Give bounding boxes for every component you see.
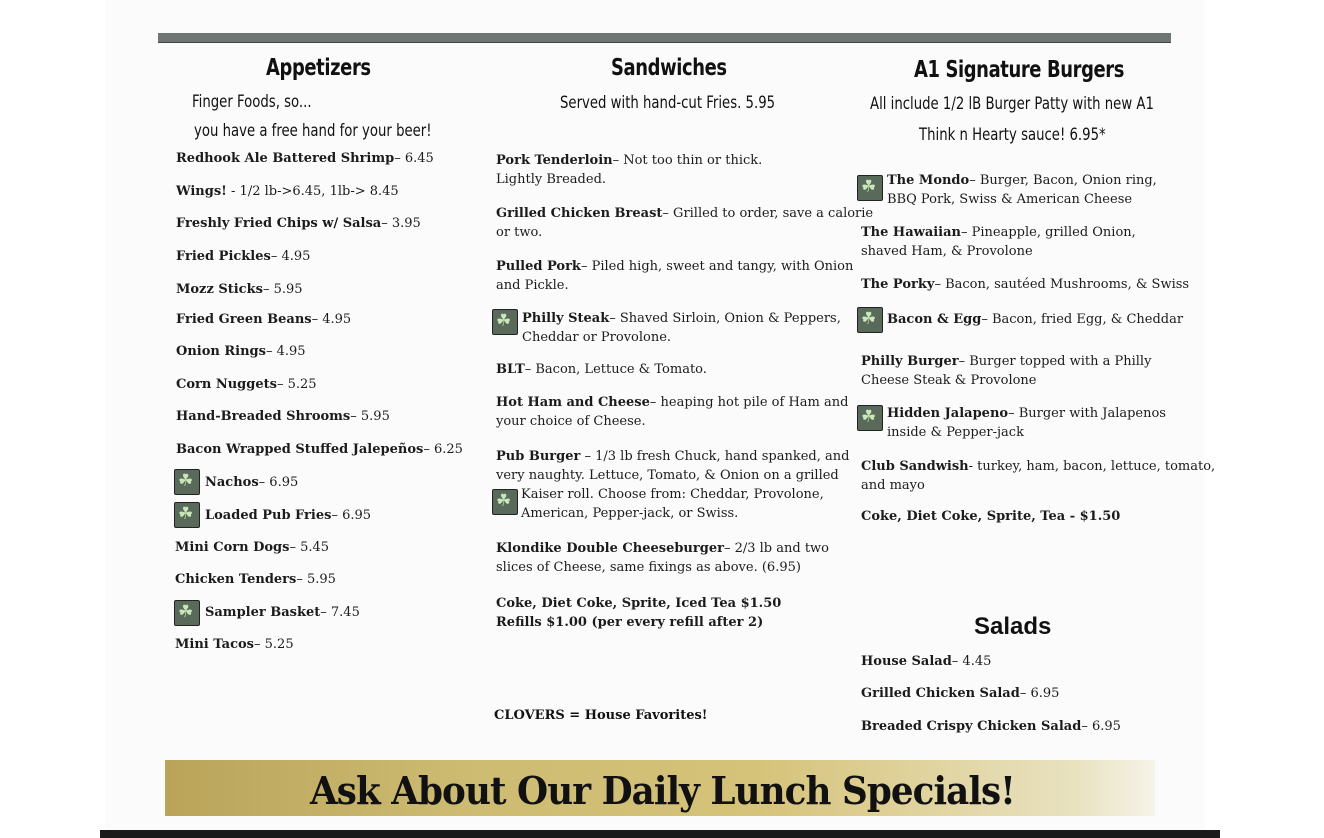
menu-item: Redhook Ale Battered Shrimp– 6.45 — [176, 151, 434, 166]
menu-item: Fried Pickles– 4.95 — [176, 249, 311, 264]
menu-item: The Porky– Bacon, sautéed Mushrooms, & Swiss — [861, 277, 1190, 292]
menu-item: Klondike Double Cheeseburger– 2/3 lb and two slices of Cheese, same fixings as above. (6.95) — [496, 541, 830, 575]
clovers-legend: CLOVERS = House Favorites! — [494, 708, 708, 723]
burgers-subtitle-line1: All include 1/2 lB Burger Patty with new A1 — [870, 94, 1154, 114]
menu-item: Onion Rings– 4.95 — [176, 344, 306, 359]
menu-item: Hidden Jalapeno– Burger with Jalapenos inside & Pepper-jack — [887, 406, 1166, 440]
sandwiches-title: Sandwiches — [611, 55, 727, 81]
sandwiches-subtitle: Served with hand-cut Fries. 5.95 — [560, 93, 776, 113]
clover-icon — [492, 489, 518, 515]
clover-icon — [857, 307, 883, 333]
menu-item: House Salad– 4.45 — [861, 654, 992, 669]
lunch-specials-banner — [165, 760, 1155, 816]
menu-item: The Mondo– Burger, Bacon, Onion ring, BBQ Pork, Swiss & American Cheese — [887, 173, 1157, 207]
drinks-info: Coke, Diet Coke, Sprite, Iced Tea $1.50 Refills $1.00 (per every refill after 2) — [496, 596, 782, 630]
menu-item: Breaded Crispy Chicken Salad– 6.95 — [861, 719, 1121, 734]
menu-item: Philly Burger– Burger topped with a Philly Cheese Steak & Provolone — [861, 354, 1152, 388]
menu-item: Corn Nuggets– 5.25 — [176, 377, 317, 392]
menu-item: Fried Green Beans– 4.95 — [176, 312, 352, 327]
menu-item: BLT– Bacon, Lettuce & Tomato. — [496, 362, 707, 377]
menu-item: The Hawaiian– Pineapple, grilled Onion, shaved Ham, & Provolone — [861, 225, 1136, 259]
menu-item: Pork Tenderloin– Not too thin or thick. Lightly Breaded. — [496, 153, 763, 187]
menu-item: Wings! - 1/2 lb->6.45, 1lb-> 8.45 — [176, 184, 399, 199]
menu-item: Loaded Pub Fries– 6.95 — [205, 508, 372, 523]
clover-icon — [857, 175, 883, 201]
menu-item: Hand-Breaded Shrooms– 5.95 — [176, 409, 390, 424]
appetizers-title: Appetizers — [266, 55, 371, 81]
menu-item: Pub Burger – 1/3 lb fresh Chuck, hand spanked, and very naughty. Lettuce, Tomato, & Onion on a grilled — [496, 449, 850, 483]
menu-item: Bacon & Egg– Bacon, fried Egg, & Cheddar — [887, 312, 1184, 327]
appetizers-subtitle-line1: Finger Foods, so... — [192, 92, 312, 112]
menu-item: Philly Steak– Shaved Sirloin, Onion & Peppers, Cheddar or Provolone. — [522, 311, 841, 345]
menu-item: Mini Tacos– 5.25 — [175, 637, 294, 652]
burgers-subtitle-line2: Think n Hearty sauce! 6.95* — [919, 125, 1106, 145]
clover-icon — [492, 309, 518, 335]
menu-item: Mini Corn Dogs– 5.45 — [175, 540, 330, 555]
top-divider-bar — [158, 33, 1171, 43]
appetizers-subtitle-line2: you have a free hand for your beer! — [194, 121, 432, 141]
menu-item: Grilled Chicken Breast– Grilled to order, save a calorie or two. — [496, 206, 874, 240]
menu-item-continuation: Kaiser roll. Choose from: Cheddar, Provolone, American, Pepper-jack, or Swiss. — [521, 487, 824, 521]
clover-icon — [174, 469, 200, 495]
banner-text: Ask About Our Daily Lunch Specials! — [310, 768, 1015, 813]
menu-item: Hot Ham and Cheese– heaping hot pile of Ham and your choice of Cheese. — [496, 395, 849, 429]
burgers-title: A1 Signature Burgers — [914, 57, 1125, 83]
menu-item: Pulled Pork– Piled high, sweet and tangy, with Onion and Pickle. — [496, 259, 854, 293]
drinks-info: Coke, Diet Coke, Sprite, Tea - $1.50 — [861, 509, 1121, 524]
menu-item: Club Sandwish- turkey, ham, bacon, lettuce, tomato, and mayo — [861, 459, 1216, 493]
salads-title: Salads — [974, 613, 1052, 640]
menu-item: Chicken Tenders– 5.95 — [175, 572, 336, 587]
clover-icon — [857, 405, 883, 431]
bottom-edge — [100, 830, 1220, 838]
menu-item: Grilled Chicken Salad– 6.95 — [861, 686, 1060, 701]
menu-item: Bacon Wrapped Stuffed Jalepeños– 6.25 — [176, 442, 463, 457]
clover-icon — [174, 600, 200, 626]
menu-item: Nachos– 6.95 — [205, 475, 299, 490]
clover-icon — [174, 502, 200, 528]
menu-item: Mozz Sticks– 5.95 — [176, 282, 303, 297]
menu-item: Sampler Basket– 7.45 — [205, 605, 360, 620]
menu-item: Freshly Fried Chips w/ Salsa– 3.95 — [176, 216, 421, 231]
